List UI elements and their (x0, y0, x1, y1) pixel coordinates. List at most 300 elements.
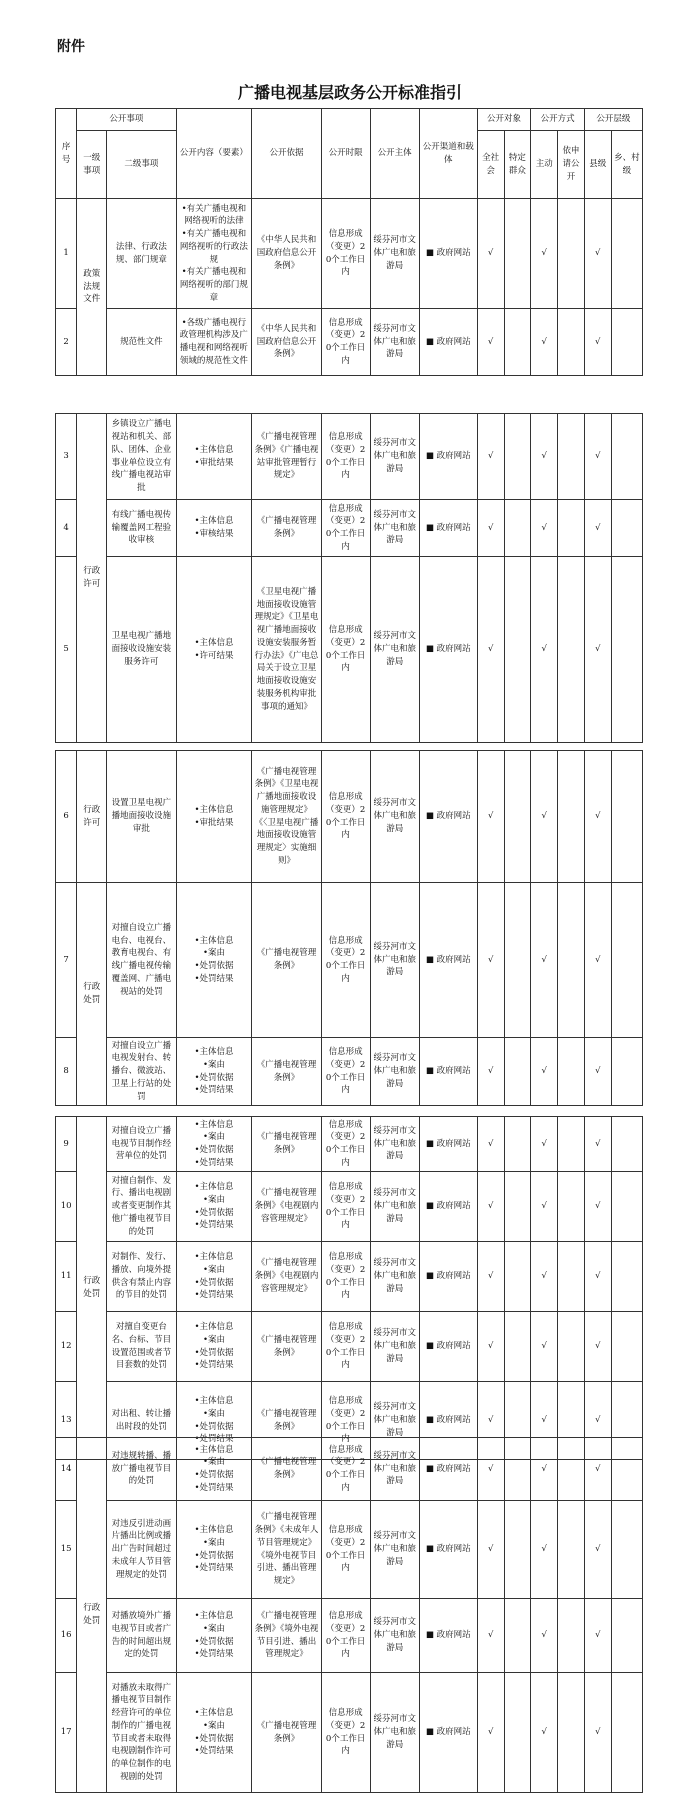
target-specific-empty (504, 1172, 531, 1242)
row-seq: 15 (56, 1501, 77, 1599)
target-specific-empty (504, 1438, 531, 1501)
public-channel: ■ 政府网站 (419, 1673, 477, 1793)
level-town-empty (611, 1172, 642, 1242)
header-content: 公开内容（要素） (176, 109, 252, 199)
content-bullet: •主体信息 (194, 1525, 234, 1535)
target-all-check: √ (477, 883, 504, 1038)
public-channel: ■ 政府网站 (419, 309, 477, 376)
method-active-check: √ (531, 309, 558, 376)
content-bullet: •主体信息 (194, 1444, 234, 1455)
content-bullet: •有关广播电视和网络视听的部门规章 (179, 267, 248, 303)
content-bullet: •有关广播电视和网络视听的行政法规 (179, 229, 248, 265)
public-basis: 《广播电视管理条例》《电视剧内容管理规定》 (252, 1242, 321, 1312)
public-channel: ■ 政府网站 (419, 751, 477, 883)
method-active-check: √ (531, 1599, 558, 1673)
method-apply-empty (558, 1312, 585, 1382)
content-bullet: •处罚依据 (194, 1145, 234, 1155)
header-level-town: 乡、村级 (611, 131, 642, 199)
method-apply-empty (558, 500, 585, 557)
content-bullet: •处罚结果 (194, 1220, 234, 1231)
row-seq: 5 (56, 557, 77, 743)
content-bullet: •主体信息 (194, 1611, 234, 1621)
level-county-check: √ (584, 751, 611, 883)
table-row (56, 557, 643, 743)
level-county-check: √ (584, 1172, 611, 1242)
level-county-check: √ (584, 1501, 611, 1599)
level-county-check: √ (584, 1242, 611, 1312)
method-active-check: √ (531, 199, 558, 309)
public-subject: 绥芬河市文体广电和旅游局 (370, 1117, 419, 1172)
method-apply-empty (558, 199, 585, 309)
target-specific-empty (504, 1501, 531, 1599)
method-active-check: √ (531, 1172, 558, 1242)
time-limit: 信息形成（变更）20个工作日内 (321, 1501, 370, 1599)
level2-item: 对制作、发行、播放、向境外提供含有禁止内容的节目的处罚 (107, 1242, 176, 1312)
time-limit: 信息形成（变更）20个工作日内 (321, 199, 370, 309)
target-all-check: √ (477, 1501, 504, 1599)
target-specific-empty (504, 557, 531, 743)
row-seq: 3 (56, 414, 77, 500)
header-seq: 序号 (56, 109, 77, 199)
header-time-limit: 公开时限 (321, 109, 370, 199)
row-seq: 9 (56, 1117, 77, 1172)
header-method-apply: 依申请公开 (558, 131, 585, 199)
public-basis: 《广播电视管理条例》《未成年人节目管理规定》《境外电视节目引进、播出管理规定》 (252, 1501, 321, 1599)
content-bullet: •主体信息 (194, 444, 234, 455)
table-row (56, 1038, 643, 1106)
target-all-check: √ (477, 199, 504, 309)
content-bullet: •处罚结果 (194, 1434, 234, 1445)
method-apply-empty (558, 557, 585, 743)
table-row (56, 199, 643, 309)
content-bullet: •主体信息 (194, 1182, 234, 1192)
content-bullet: •处罚结果 (194, 1563, 234, 1574)
target-specific-empty (504, 1312, 531, 1382)
public-basis: 《广播电视管理条例》 (252, 1312, 321, 1382)
method-apply-empty (558, 1117, 585, 1172)
level1-category: 行政处罚 (77, 1117, 107, 1460)
public-basis: 《广播电视管理条例》《境外电视节目引进、播出管理规定》 (252, 1599, 321, 1673)
target-specific-empty (504, 1599, 531, 1673)
target-specific-empty (504, 1038, 531, 1106)
row-seq: 10 (56, 1172, 77, 1242)
header-method: 公开方式 (531, 109, 585, 131)
level2-item: 设置卫星电视广播地面接收设施审批 (107, 751, 176, 883)
row-seq: 17 (56, 1673, 77, 1793)
content-bullet: •案由 (202, 948, 225, 959)
level-county-check: √ (584, 199, 611, 309)
public-subject: 绥芬河市文体广电和旅游局 (370, 500, 419, 557)
table-row (56, 500, 643, 557)
header-channel: 公开渠道和载体 (419, 109, 477, 199)
time-limit: 信息形成（变更）20个工作日内 (321, 557, 370, 743)
time-limit: 信息形成（变更）20个工作日内 (321, 1438, 370, 1501)
level-county-check: √ (584, 1599, 611, 1673)
public-subject: 绥芬河市文体广电和旅游局 (370, 883, 419, 1038)
level2-item: 规范性文件 (107, 309, 176, 376)
content-bullet: •主体信息 (194, 804, 234, 815)
level-town-empty (611, 1242, 642, 1312)
method-active-check: √ (531, 1438, 558, 1501)
method-active-check: √ (531, 557, 558, 743)
level-town-empty (611, 1599, 642, 1673)
level2-item: 有线广播电视传输覆盖网工程验收审核 (107, 500, 176, 557)
content-bullet: •处罚依据 (194, 1550, 234, 1561)
content-bullet: •处罚结果 (194, 1085, 234, 1096)
content-bullet: •处罚依据 (194, 1733, 234, 1744)
level-town-empty (611, 1438, 642, 1501)
target-all-check: √ (477, 1382, 504, 1460)
method-active-check: √ (531, 1382, 558, 1460)
target-specific-empty (504, 751, 531, 883)
target-all-check: √ (477, 1599, 504, 1673)
public-content (176, 1312, 252, 1382)
level-town-empty (611, 414, 642, 500)
public-subject: 绥芬河市文体广电和旅游局 (370, 1038, 419, 1106)
level-town-empty (611, 1312, 642, 1382)
content-bullet: •处罚依据 (194, 1277, 234, 1288)
table-row (56, 414, 643, 500)
target-all-check: √ (477, 1117, 504, 1172)
content-bullet: •主体信息 (194, 516, 234, 527)
content-bullet: •处罚结果 (194, 1649, 234, 1660)
level-county-check: √ (584, 1438, 611, 1501)
table-row (56, 1242, 643, 1312)
method-apply-empty (558, 883, 585, 1038)
method-active-check: √ (531, 1673, 558, 1793)
target-all-check: √ (477, 1673, 504, 1793)
time-limit: 信息形成（变更）20个工作日内 (321, 1382, 370, 1460)
header-target-all: 全社会 (477, 131, 504, 199)
header-method-active: 主动 (531, 131, 558, 199)
public-subject: 绥芬河市文体广电和旅游局 (370, 199, 419, 309)
standards-table-section-1 (55, 108, 643, 376)
level2-item: 对擅自设立广播电视发射台、转播台、微波站、卫星上行站的处罚 (107, 1038, 176, 1106)
row-seq: 13 (56, 1382, 77, 1460)
level-town-empty (611, 500, 642, 557)
content-bullet: •处罚结果 (194, 1290, 234, 1301)
table-row (56, 1438, 643, 1501)
level-town-empty (611, 199, 642, 309)
level-county-check: √ (584, 1038, 611, 1106)
public-basis: 《广播电视管理条例》 (252, 1038, 321, 1106)
time-limit: 信息形成（变更）20个工作日内 (321, 414, 370, 500)
public-subject: 绥芬河市文体广电和旅游局 (370, 1501, 419, 1599)
content-bullet: •案由 (202, 1334, 225, 1345)
public-basis: 《广播电视管理条例》 (252, 1117, 321, 1172)
level2-item: 对出租、转让播出时段的处罚 (107, 1382, 176, 1460)
method-active-check: √ (531, 1501, 558, 1599)
method-apply-empty (558, 1172, 585, 1242)
public-content (176, 1673, 252, 1793)
level2-item: 对擅自设立广播电台、电视台、教育电视台、有线广播电视传输覆盖网、广播电视站的处罚 (107, 883, 176, 1038)
table-row (56, 1599, 643, 1673)
level-county-check: √ (584, 1312, 611, 1382)
content-bullet: •处罚依据 (194, 1072, 234, 1083)
public-content (176, 751, 252, 883)
row-seq: 2 (56, 309, 77, 376)
level2-item: 卫星电视广播地面接收设施安装服务许可 (107, 557, 176, 743)
content-bullet: •案由 (202, 1059, 225, 1070)
public-basis: 《广播电视管理条例》 (252, 883, 321, 1038)
public-basis: 《卫星电视广播地面接收设施管理规定》《卫星电视广播地面接收设施安装服务暂行办法》《广电总局关于设立卫星地面接收设施安装服务机构审批事项的通知》 (252, 557, 321, 743)
target-all-check: √ (477, 751, 504, 883)
method-active-check: √ (531, 1312, 558, 1382)
standards-table-section-4 (55, 1116, 643, 1460)
header-level1: 一级事项 (77, 131, 107, 199)
public-basis: 《广播电视管理条例》《电视剧内容管理规定》 (252, 1172, 321, 1242)
level-county-check: √ (584, 414, 611, 500)
target-specific-empty (504, 883, 531, 1038)
content-bullet: •主体信息 (194, 1252, 234, 1262)
content-bullet: •主体信息 (194, 1047, 234, 1057)
level-town-empty (611, 557, 642, 743)
row-seq: 8 (56, 1038, 77, 1106)
public-subject: 绥芬河市文体广电和旅游局 (370, 1382, 419, 1460)
level-town-empty (611, 883, 642, 1038)
content-bullet: •主体信息 (194, 1396, 234, 1406)
level1-category: 行政许可 (77, 751, 107, 883)
content-bullet: •审核结果 (194, 529, 234, 539)
public-channel: ■ 政府网站 (419, 1438, 477, 1501)
content-bullet: •主体信息 (194, 1322, 234, 1332)
content-bullet: •处罚依据 (194, 1636, 234, 1647)
target-all-check: √ (477, 1038, 504, 1106)
level-town-empty (611, 1501, 642, 1599)
level2-item: 对播放境外广播电视节目或者广告的时间超出规定的处罚 (107, 1599, 176, 1673)
level1-category: 行政处罚 (77, 1438, 107, 1793)
target-all-check: √ (477, 1312, 504, 1382)
public-content (176, 1038, 252, 1106)
row-seq: 4 (56, 500, 77, 557)
content-bullet: •案由 (202, 1720, 225, 1731)
public-content (176, 1242, 252, 1312)
target-all-check: √ (477, 414, 504, 500)
content-bullet: •案由 (202, 1264, 225, 1275)
public-channel: ■ 政府网站 (419, 1117, 477, 1172)
public-subject: 绥芬河市文体广电和旅游局 (370, 414, 419, 500)
public-subject: 绥芬河市文体广电和旅游局 (370, 1438, 419, 1501)
method-apply-empty (558, 1038, 585, 1106)
content-bullet: •处罚结果 (194, 1157, 234, 1168)
header-target-specific: 特定群众 (504, 131, 531, 199)
time-limit: 信息形成（变更）20个工作日内 (321, 1673, 370, 1793)
level-town-empty (611, 751, 642, 883)
public-content (176, 1599, 252, 1673)
public-content (176, 557, 252, 743)
row-seq: 6 (56, 751, 77, 883)
public-subject: 绥芬河市文体广电和旅游局 (370, 1673, 419, 1793)
time-limit: 信息形成（变更）20个工作日内 (321, 1242, 370, 1312)
content-bullet: •主体信息 (194, 935, 234, 946)
content-bullet: •处罚结果 (194, 973, 234, 984)
row-seq: 7 (56, 883, 77, 1038)
public-subject: 绥芬河市文体广电和旅游局 (370, 1172, 419, 1242)
public-basis: 《广播电视管理条例》《广播电视站审批管理暂行规定》 (252, 414, 321, 500)
method-apply-empty (558, 414, 585, 500)
level-county-check: √ (584, 1382, 611, 1460)
method-active-check: √ (531, 500, 558, 557)
content-bullet: •许可结果 (194, 650, 234, 661)
target-all-check: √ (477, 1242, 504, 1312)
table-row (56, 1117, 643, 1172)
time-limit: 信息形成（变更）20个工作日内 (321, 751, 370, 883)
time-limit: 信息形成（变更）20个工作日内 (321, 1117, 370, 1172)
table-row (56, 309, 643, 376)
content-bullet: •处罚依据 (194, 1207, 234, 1218)
content-bullet: •主体信息 (194, 1708, 234, 1718)
header-level: 公开层级 (584, 109, 642, 131)
header-basis: 公开依据 (252, 109, 321, 199)
method-apply-empty (558, 1501, 585, 1599)
public-content (176, 500, 252, 557)
header-public-items: 公开事项 (77, 109, 176, 131)
target-all-check: √ (477, 500, 504, 557)
public-channel: ■ 政府网站 (419, 1501, 477, 1599)
time-limit: 信息形成（变更）20个工作日内 (321, 309, 370, 376)
level-town-empty (611, 309, 642, 376)
content-bullet: •处罚依据 (194, 1421, 234, 1432)
level-town-empty (611, 1117, 642, 1172)
content-bullet: •处罚结果 (194, 1360, 234, 1371)
public-channel: ■ 政府网站 (419, 1312, 477, 1382)
target-all-check: √ (477, 1438, 504, 1501)
level1-category: 政策法规文件 (77, 199, 107, 376)
public-content (176, 1501, 252, 1599)
level2-item: 乡镇设立广播电视站和机关、部队、团体、企业事业单位设立有线广播电视站审批 (107, 414, 176, 500)
row-seq: 16 (56, 1599, 77, 1673)
content-bullet: •处罚依据 (194, 1347, 234, 1358)
content-bullet: •案由 (202, 1457, 225, 1468)
public-basis: 《广播电视管理条例》 (252, 1438, 321, 1501)
content-bullet: •处罚结果 (194, 1746, 234, 1757)
header-subject: 公开主体 (370, 109, 419, 199)
level1-category: 行政许可 (77, 414, 107, 743)
level-county-check: √ (584, 1117, 611, 1172)
method-active-check: √ (531, 883, 558, 1038)
target-specific-empty (504, 199, 531, 309)
public-basis: 《广播电视管理条例》《卫星电视广播地面接收设施管理规定》《〈卫星电视广播地面接收设施管理规定〉实施细则》 (252, 751, 321, 883)
level2-item: 法律、行政法规、部门规章 (107, 199, 176, 309)
content-bullet: •各级广播电视行政管理机构涉及广播电视和网络视听领域的规范性文件 (179, 317, 248, 366)
public-channel: ■ 政府网站 (419, 883, 477, 1038)
public-subject: 绥芬河市文体广电和旅游局 (370, 1599, 419, 1673)
content-bullet: •主体信息 (194, 1119, 234, 1130)
time-limit: 信息形成（变更）20个工作日内 (321, 883, 370, 1038)
method-apply-empty (558, 309, 585, 376)
content-bullet: •案由 (202, 1194, 225, 1205)
time-limit: 信息形成（变更）20个工作日内 (321, 500, 370, 557)
content-bullet: •案由 (202, 1132, 225, 1143)
target-all-check: √ (477, 557, 504, 743)
target-all-check: √ (477, 309, 504, 376)
public-channel: ■ 政府网站 (419, 414, 477, 500)
method-active-check: √ (531, 414, 558, 500)
level2-item: 对擅自制作、发行、播出电视剧或者变更制作其他广播电视节目的处罚 (107, 1172, 176, 1242)
table-row (56, 751, 643, 883)
public-channel: ■ 政府网站 (419, 1038, 477, 1106)
method-apply-empty (558, 1599, 585, 1673)
public-subject: 绥芬河市文体广电和旅游局 (370, 309, 419, 376)
table-row (56, 1172, 643, 1242)
public-channel: ■ 政府网站 (419, 1599, 477, 1673)
table-row (56, 1501, 643, 1599)
level2-item: 对违反引进动画片播出比例或播出广告时间超过未成年人节目管理规定的处罚 (107, 1501, 176, 1599)
level-county-check: √ (584, 1673, 611, 1793)
time-limit: 信息形成（变更）20个工作日内 (321, 1038, 370, 1106)
method-active-check: √ (531, 1242, 558, 1312)
public-subject: 绥芬河市文体广电和旅游局 (370, 557, 419, 743)
method-apply-empty (558, 1242, 585, 1312)
level2-item: 对违规转播、播放广播电视节目的处罚 (107, 1438, 176, 1501)
public-subject: 绥芬河市文体广电和旅游局 (370, 1242, 419, 1312)
target-specific-empty (504, 309, 531, 376)
method-active-check: √ (531, 751, 558, 883)
public-basis: 《广播电视管理条例》 (252, 500, 321, 557)
public-subject: 绥芬河市文体广电和旅游局 (370, 751, 419, 883)
content-bullet: •审批结果 (194, 457, 234, 468)
public-content (176, 199, 252, 309)
row-seq: 12 (56, 1312, 77, 1382)
public-content (176, 1117, 252, 1172)
header-level-county: 县级 (584, 131, 611, 199)
header-target: 公开对象 (477, 109, 531, 131)
content-bullet: •处罚结果 (194, 1482, 234, 1493)
level-town-empty (611, 1673, 642, 1793)
content-bullet: •处罚依据 (194, 1470, 234, 1480)
content-bullet: •案由 (202, 1537, 225, 1548)
public-content (176, 883, 252, 1038)
content-bullet: •有关广播电视和网络视听的法律 (181, 203, 247, 227)
target-specific-empty (504, 500, 531, 557)
public-content (176, 414, 252, 500)
standards-table-section-2 (55, 413, 643, 743)
public-basis: 《广播电视管理条例》 (252, 1382, 321, 1460)
target-specific-empty (504, 1117, 531, 1172)
public-basis: 《中华人民共和国政府信息公开条例》 (252, 309, 321, 376)
content-bullet: •案由 (202, 1623, 225, 1634)
time-limit: 信息形成（变更）20个工作日内 (321, 1599, 370, 1673)
header-level2: 二级事项 (107, 131, 176, 199)
standards-table-section-5 (55, 1437, 643, 1793)
attachment-label: 附件 (57, 39, 85, 55)
public-channel: ■ 政府网站 (419, 1242, 477, 1312)
public-channel: ■ 政府网站 (419, 500, 477, 557)
table-row (56, 1673, 643, 1793)
content-bullet: •主体信息 (194, 637, 234, 648)
standards-table-section-3 (55, 750, 643, 1106)
level-town-empty (611, 1038, 642, 1106)
public-basis: 《中华人民共和国政府信息公开条例》 (252, 199, 321, 309)
target-specific-empty (504, 1673, 531, 1793)
level2-item: 对擅自设立广播电视节目制作经营单位的处罚 (107, 1117, 176, 1172)
method-active-check: √ (531, 1038, 558, 1106)
level-county-check: √ (584, 557, 611, 743)
public-subject: 绥芬河市文体广电和旅游局 (370, 1312, 419, 1382)
public-channel: ■ 政府网站 (419, 1382, 477, 1460)
public-content (176, 309, 252, 376)
row-seq: 1 (56, 199, 77, 309)
level-county-check: √ (584, 500, 611, 557)
method-apply-empty (558, 1673, 585, 1793)
page-title: 广播电视基层政务公开标准指引 (237, 83, 462, 102)
table-row (56, 883, 643, 1038)
row-seq: 11 (56, 1242, 77, 1312)
level-county-check: √ (584, 309, 611, 376)
target-all-check: √ (477, 1172, 504, 1242)
content-bullet: •审批结果 (194, 817, 234, 828)
level2-item: 对播放未取得广播电视节目制作经营许可的单位制作的广播电视节目或者未取得电视剧制作许可的单位制作的电视剧的处罚 (107, 1673, 176, 1793)
